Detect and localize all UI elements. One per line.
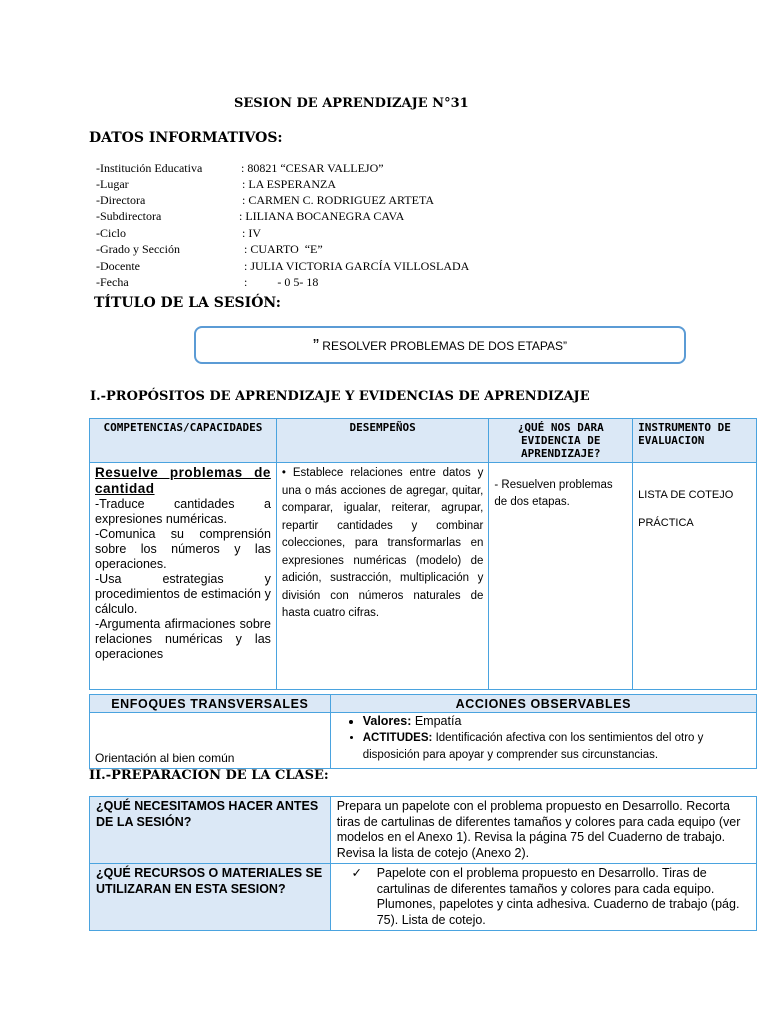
- recursos-value: Papelote con el problema propuesto en Desarrollo. Tiras de cartulinas de diferentes tamaños y colores para cada equipo. Plumones, papelotes y cinta adhesiva. Cuaderno de trabajo (pág. 75). Lista de cotejo.: [376, 866, 740, 927]
- info-value: : 80821 “CESAR VALLEJO”: [241, 161, 384, 175]
- recursos-cell: [330, 864, 756, 931]
- datos-heading: DATOS INFORMATIVOS:: [89, 130, 283, 146]
- enfoques-table: [89, 694, 757, 769]
- info-value: : LILIANA BOCANEGRA CAVA: [239, 209, 405, 223]
- desempenos-cell: • Establece relaciones entre datos y una o más acciones de agregar, quitar, comparar, igualar, reiterar, agrupar, repartir cantidades y combinar colecciones, para transformarlas en expresiones numéricas (modelo) de adición, sustracción, multiplicación y división con números naturales de hasta cuatro cifras.: [276, 463, 488, 690]
- info-label: -Directora: [96, 193, 146, 207]
- valores-label: Valores:: [362, 714, 412, 728]
- actitudes-value: Identificación afectiva con los sentimientos del otro y disposición para apoyar y comprender sus circunstancias.: [362, 732, 704, 761]
- acciones-cell: [330, 713, 756, 769]
- acciones-list: [331, 713, 756, 764]
- instrumento-item: LISTA DE COTEJO: [638, 489, 734, 501]
- propositos-table: [89, 418, 757, 690]
- competencias-cell: [90, 463, 277, 690]
- session-title-box: [194, 326, 686, 364]
- competencia-title: Resuelve problemas de cantidad: [95, 465, 271, 496]
- info-value: : CUARTO “E”: [244, 242, 323, 256]
- preparacion-value: Prepara un papelote con el problema propuesto en Desarrollo. Recorta tiras de cartulinas de diferentes tamaños y colores para cada equipo (ver modelos en el Anexo 1). Revisa la página 75 del Cuaderno de trabajo. Revisa la lista de cotejo (Anexo 2).: [330, 797, 756, 864]
- actitudes-label: ACTITUDES:: [362, 732, 433, 744]
- checkmark-icon: ✓: [351, 866, 362, 880]
- list-item: [363, 730, 756, 764]
- info-label: -Ciclo: [96, 226, 126, 240]
- header-instrumento: INSTRUMENTO DE EVALUACION: [633, 419, 757, 463]
- header-competencias: COMPETENCIAS/CAPACIDADES: [90, 419, 277, 463]
- table-row: [90, 713, 757, 769]
- session-title: SESION DE APRENDIZAJE N°31: [234, 96, 469, 111]
- info-value: : - 0 5- 18: [244, 275, 319, 289]
- recursos-item: [337, 866, 750, 928]
- preparacion-heading: II.-PREPARACION DE LA CLASE:: [89, 768, 329, 783]
- header-enfoques: ENFOQUES TRANSVERSALES: [90, 695, 331, 713]
- open-quote: ”: [312, 336, 319, 356]
- header-acciones: ACCIONES OBSERVABLES: [330, 695, 756, 713]
- enfoque-cell: Orientación al bien común: [90, 713, 331, 769]
- evidencia-cell: - Resuelven problemas de dos etapas.: [489, 463, 633, 690]
- table-row: [90, 463, 757, 690]
- table-row: [90, 797, 757, 864]
- info-value: : LA ESPERANZA: [242, 177, 337, 191]
- recursos-label: ¿QUÉ RECURSOS O MATERIALES SE UTILIZARAN EN ESTA SESION?: [90, 864, 331, 931]
- info-label: -Docente: [96, 259, 140, 273]
- preparacion-label: ¿QUÉ NECESITAMOS HACER ANTES DE LA SESIÓN?: [90, 797, 331, 864]
- table-header-row: [90, 419, 757, 463]
- valores-value: Empatía: [414, 714, 462, 728]
- info-value: : IV: [242, 226, 261, 240]
- session-title-text: RESOLVER PROBLEMAS DE DOS ETAPAS”: [322, 339, 568, 353]
- info-label: -Institución Educativa: [96, 161, 203, 175]
- info-label: -Fecha: [96, 275, 129, 289]
- instrumento-item: PRÁCTICA: [638, 517, 694, 529]
- propositos-heading: I.-PROPÓSITOS DE APRENDIZAJE Y EVIDENCIAS DE APRENDIZAJE: [90, 389, 590, 404]
- instrumento-cell: [633, 463, 757, 690]
- table-header-row: [90, 695, 757, 713]
- list-item: [363, 713, 756, 730]
- capacidad-item: -Argumenta afirmaciones sobre relaciones numéricas y las operaciones: [95, 617, 271, 661]
- header-evidencia: ¿QUÉ NOS DARA EVIDENCIA DE APRENDIZAJE?: [489, 419, 633, 463]
- titulo-heading: TÍTULO DE LA SESIÓN:: [94, 295, 281, 311]
- info-value: : JULIA VICTORIA GARCÍA VILLOSLADA: [244, 259, 470, 273]
- capacidad-item: -Traduce cantidades a expresiones numéricas.: [95, 497, 271, 526]
- capacidad-item: -Usa estrategias y procedimientos de estimación y cálculo.: [95, 572, 271, 616]
- info-value: : CARMEN C. RODRIGUEZ ARTETA: [242, 193, 434, 207]
- table-row: [90, 864, 757, 931]
- info-label: -Subdirectora: [96, 209, 162, 223]
- info-label: -Grado y Sección: [96, 242, 180, 256]
- header-desempenos: DESEMPEÑOS: [276, 419, 488, 463]
- capacidad-item: -Comunica su comprensión sobre los números y las operaciones.: [95, 527, 271, 571]
- preparacion-table: [89, 796, 757, 931]
- info-label: -Lugar: [96, 177, 129, 191]
